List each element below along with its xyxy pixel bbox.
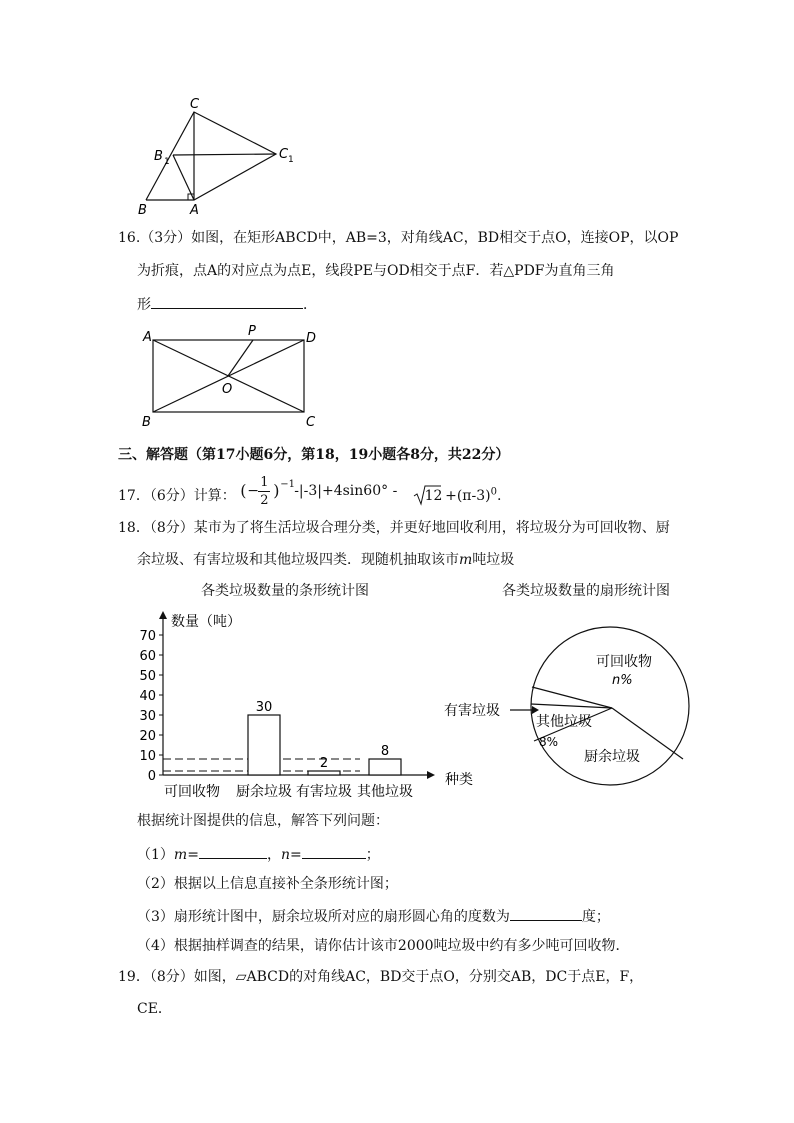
bar-chart-title: 各类垃圾数量的条形统计图 [201, 583, 369, 599]
y-tick-label: 0 [147, 769, 156, 784]
q16-answer-blank[interactable] [151, 294, 303, 309]
bar-data-label: 30 [255, 700, 273, 715]
y-tick-label: 60 [139, 649, 156, 664]
y-tick-label: 40 [139, 689, 156, 704]
q18-after: 根据统计图提供的信息，解答下列问题： [137, 813, 389, 829]
fig16-rectangle-diagram [140, 322, 330, 432]
m-answer-blank[interactable] [199, 844, 267, 859]
label-B1-sub: 1 [164, 157, 170, 167]
y-axis-arrow [159, 611, 167, 619]
label-A: A [190, 203, 199, 218]
q18-sub2: （2）根据以上信息直接补全条形统计图； [137, 876, 398, 892]
label-C: C [190, 97, 200, 112]
q18-line1: 18．（8分）某市为了将生活垃圾合理分类，并更好地回收利用，将垃圾分为可回收物、厨 [118, 520, 670, 536]
pie-label-kitchen: 厨余垃圾 [584, 749, 640, 765]
bar-data-label: 8 [380, 744, 390, 759]
n-answer-blank[interactable] [302, 844, 366, 859]
callout-arrowhead [532, 706, 539, 714]
y-tick-label: 30 [139, 709, 156, 724]
category-label: 厨余垃圾 [236, 784, 292, 800]
fig15-triangle-diagram [130, 92, 300, 220]
pie-callout-harmful: 有害垃圾 [444, 703, 500, 719]
x-axis-label: 种类 [445, 772, 473, 788]
label-B: B [142, 415, 151, 430]
label-B1: B [154, 149, 163, 164]
pie-label-other: 其他垃圾 [536, 714, 592, 730]
label-C1-sub: 1 [288, 155, 294, 165]
bar-data-label: 2 [319, 756, 329, 771]
q19-line2: CE． [137, 1001, 172, 1017]
q18-sub3: （3）扇形统计图中，厨余垃圾所对应的扇形圆心角的度数为 度； [137, 906, 610, 926]
angle-answer-blank[interactable] [510, 906, 582, 921]
q16-line2: 为折痕，点A的对应点为点E，线段PE与OD相交于点F．若△PDF为直角三角 [137, 263, 615, 279]
q16-text1: 如图，在矩形ABCD中，AB=3，对角线AC，BD相交于点O，连接OP，以OP [191, 230, 679, 246]
bar-chart [130, 605, 490, 805]
category-label: 其他垃圾 [357, 784, 413, 800]
y-tick-label: 70 [139, 629, 156, 644]
pie-label-8percent: 8% [539, 735, 559, 749]
pie-chart [438, 620, 708, 795]
q18-number: 18．（8分） [118, 520, 194, 536]
y-tick-label: 10 [139, 749, 156, 764]
exponent-1: −1 [280, 479, 295, 490]
label-B: B [138, 203, 147, 218]
label-A: A [143, 330, 152, 345]
label-D: D [306, 331, 317, 346]
y-tick-label: 20 [139, 729, 156, 744]
bar [248, 715, 280, 775]
pie-label-recyclable: 可回收物 [596, 654, 652, 670]
category-label: 有害垃圾 [296, 784, 352, 800]
pie-chart-title: 各类垃圾数量的扇形统计图 [502, 583, 670, 599]
q19-line1: 19．（8分）如图，▱ABCD的对角线AC，BD交于点O，分别交AB，DC于点E，F， [118, 969, 644, 985]
section3-title: 三、解答题（第17小题6分，第18，19小题各8分，共22分） [118, 447, 510, 463]
q17-line: 17．（6分）计算： ( − 1 2 ) −1 -|-3|+4sin60° - 12 $+(\pi-3)^0$. [118, 475, 502, 508]
frac-denominator: 2 [260, 493, 269, 508]
bar [308, 771, 340, 775]
label-C: C [306, 415, 316, 430]
q19-number: 19．（8分） [118, 969, 194, 985]
q18-line2: 余垃圾、有害垃圾和其他垃圾四类．现随机抽取该市m吨垃圾 [137, 552, 515, 568]
y-axis-label: 数量（吨） [171, 614, 241, 630]
label-C1: C [279, 147, 289, 162]
q17-number: 17．（6分）计算： [118, 488, 236, 504]
q16-line3: 形 ． [137, 294, 317, 314]
frac-numerator: 1 [260, 475, 269, 490]
label-P: P [248, 324, 256, 339]
q18-sub4: （4）根据抽样调查的结果，请你估计该市2000吨垃圾中约有多少吨可回收物． [137, 938, 630, 954]
q18-sub1: （1）m= ，n= ； [137, 844, 380, 864]
q16-line1 [118, 229, 678, 247]
pie-label-n-percent: n% [612, 673, 633, 688]
bar [369, 759, 401, 775]
q16-number: 16.（3分） [118, 230, 192, 246]
y-tick-label: 50 [139, 669, 156, 684]
category-label: 可回收物 [164, 784, 220, 800]
x-axis-arrow [427, 771, 435, 779]
label-O: O [222, 382, 233, 397]
